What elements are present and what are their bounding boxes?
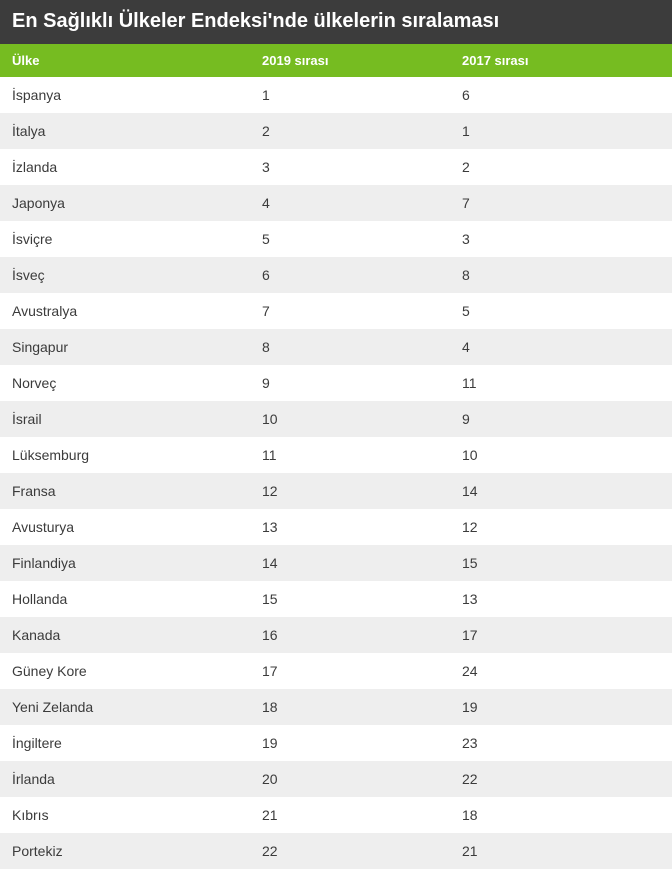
cell-rank-2019: 8 <box>250 329 450 365</box>
cell-country: Norveç <box>0 365 250 401</box>
cell-rank-2017: 18 <box>450 797 672 833</box>
cell-country: Japonya <box>0 185 250 221</box>
cell-rank-2019: 3 <box>250 149 450 185</box>
cell-rank-2017: 4 <box>450 329 672 365</box>
cell-rank-2017: 22 <box>450 761 672 797</box>
table-row <box>0 149 672 185</box>
cell-country: Finlandiya <box>0 545 250 581</box>
table-header-row <box>0 44 672 77</box>
cell-rank-2017: 15 <box>450 545 672 581</box>
cell-rank-2017: 2 <box>450 149 672 185</box>
table-row <box>0 761 672 797</box>
cell-rank-2017: 24 <box>450 653 672 689</box>
column-header-country: Ülke <box>0 44 250 77</box>
cell-rank-2017: 13 <box>450 581 672 617</box>
cell-country: Portekiz <box>0 833 250 869</box>
cell-country: Güney Kore <box>0 653 250 689</box>
cell-country: Singapur <box>0 329 250 365</box>
cell-rank-2019: 21 <box>250 797 450 833</box>
table-row <box>0 545 672 581</box>
cell-rank-2019: 20 <box>250 761 450 797</box>
cell-rank-2019: 19 <box>250 725 450 761</box>
cell-rank-2017: 10 <box>450 437 672 473</box>
cell-country: İsveç <box>0 257 250 293</box>
table-row <box>0 221 672 257</box>
cell-rank-2017: 21 <box>450 833 672 869</box>
cell-rank-2017: 3 <box>450 221 672 257</box>
page-title: En Sağlıklı Ülkeler Endeksi'nde ülkelerin sıralaması <box>0 0 672 44</box>
cell-country: Kıbrıs <box>0 797 250 833</box>
table-row <box>0 725 672 761</box>
cell-rank-2019: 6 <box>250 257 450 293</box>
column-header-rank-2019: 2019 sırası <box>250 44 450 77</box>
cell-rank-2017: 7 <box>450 185 672 221</box>
table-row <box>0 581 672 617</box>
cell-rank-2019: 1 <box>250 77 450 113</box>
cell-country: Lüksemburg <box>0 437 250 473</box>
cell-rank-2017: 8 <box>450 257 672 293</box>
table-row <box>0 365 672 401</box>
table-row <box>0 473 672 509</box>
table-row <box>0 653 672 689</box>
cell-country: İrlanda <box>0 761 250 797</box>
cell-rank-2019: 15 <box>250 581 450 617</box>
cell-rank-2017: 12 <box>450 509 672 545</box>
table-row <box>0 689 672 725</box>
table-row <box>0 185 672 221</box>
table-row <box>0 797 672 833</box>
table-body <box>0 77 672 869</box>
cell-country: Kanada <box>0 617 250 653</box>
cell-rank-2019: 9 <box>250 365 450 401</box>
cell-rank-2019: 2 <box>250 113 450 149</box>
table-row <box>0 77 672 113</box>
cell-country: Hollanda <box>0 581 250 617</box>
cell-rank-2019: 16 <box>250 617 450 653</box>
table-row <box>0 401 672 437</box>
cell-country: İsrail <box>0 401 250 437</box>
cell-rank-2017: 1 <box>450 113 672 149</box>
cell-rank-2017: 17 <box>450 617 672 653</box>
cell-country: İsviçre <box>0 221 250 257</box>
cell-rank-2019: 17 <box>250 653 450 689</box>
cell-rank-2019: 10 <box>250 401 450 437</box>
table-row <box>0 509 672 545</box>
table-row <box>0 617 672 653</box>
cell-rank-2019: 7 <box>250 293 450 329</box>
cell-rank-2017: 9 <box>450 401 672 437</box>
column-header-rank-2017: 2017 sırası <box>450 44 672 77</box>
cell-rank-2019: 11 <box>250 437 450 473</box>
cell-rank-2017: 5 <box>450 293 672 329</box>
cell-rank-2019: 13 <box>250 509 450 545</box>
table-row <box>0 329 672 365</box>
cell-rank-2017: 11 <box>450 365 672 401</box>
cell-rank-2019: 14 <box>250 545 450 581</box>
cell-country: Avusturya <box>0 509 250 545</box>
cell-rank-2017: 23 <box>450 725 672 761</box>
cell-country: Fransa <box>0 473 250 509</box>
table-row <box>0 113 672 149</box>
cell-country: İtalya <box>0 113 250 149</box>
cell-rank-2019: 18 <box>250 689 450 725</box>
cell-rank-2019: 12 <box>250 473 450 509</box>
table-row <box>0 293 672 329</box>
ranking-table <box>0 44 672 869</box>
cell-rank-2017: 14 <box>450 473 672 509</box>
cell-country: Avustralya <box>0 293 250 329</box>
cell-rank-2017: 19 <box>450 689 672 725</box>
cell-country: İzlanda <box>0 149 250 185</box>
table-row <box>0 257 672 293</box>
table-row <box>0 833 672 869</box>
table-row <box>0 437 672 473</box>
cell-rank-2017: 6 <box>450 77 672 113</box>
cell-rank-2019: 5 <box>250 221 450 257</box>
cell-country: İspanya <box>0 77 250 113</box>
cell-country: İngiltere <box>0 725 250 761</box>
cell-rank-2019: 4 <box>250 185 450 221</box>
cell-country: Yeni Zelanda <box>0 689 250 725</box>
cell-rank-2019: 22 <box>250 833 450 869</box>
